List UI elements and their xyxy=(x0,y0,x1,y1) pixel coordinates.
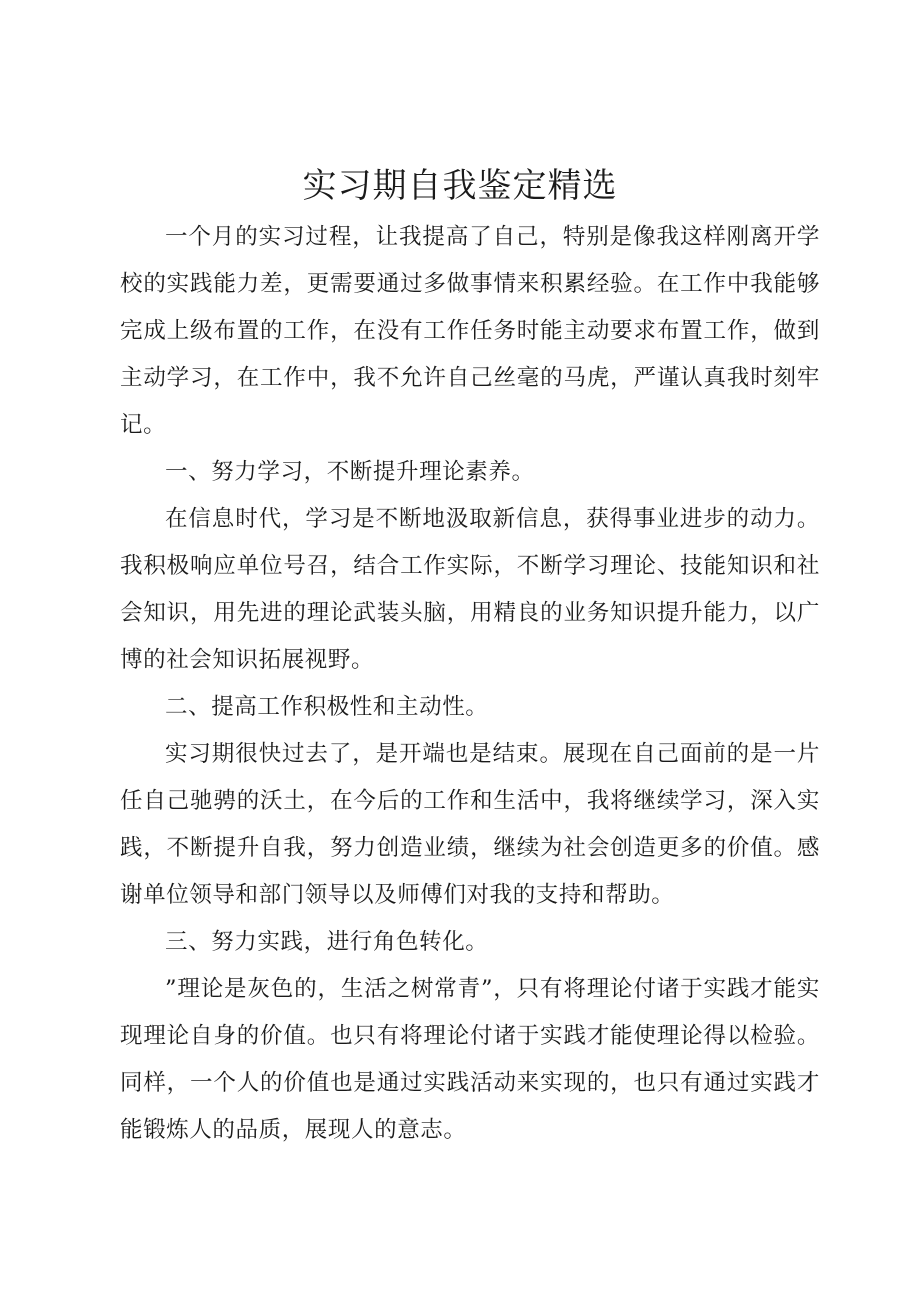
section-1-paragraph: 在信息时代，学习是不断地汲取新信息，获得事业进步的动力。我积极响应单位号召，结合工作实际，不断学习理论、技能知识和社会知识，用先进的理论武装头脑，用精良的业务知识提升能力，以广博的社会知识拓展视野。 xyxy=(120,506,820,673)
section-heading-3: 三、努力实践，进行角色转化。 xyxy=(165,929,489,955)
document-title: 实习期自我鉴定精选 xyxy=(302,166,618,206)
document-body xyxy=(120,214,820,1154)
intro-paragraph: 一个月的实习过程，让我提高了自己，特别是像我这样刚离开学校的实践能力差，更需要通过多做事情来积累经验。在工作中我能够完成上级布置的工作，在没有工作任务时能主动要求布置工作，做到主动学习，在工作中，我不允许自己丝毫的马虎，严谨认真我时刻牢记。 xyxy=(120,224,820,438)
section-3-paragraph: ”理论是灰色的，生活之树常青”，只有将理论付诸于实践才能实现理论自身的价值。也只有将理论付诸于实践才能使理论得以检验。同样，一个人的价值也是通过实践活动来实现的，也只有通过实践才能锻炼人的品质，展现人的意志。 xyxy=(120,976,820,1143)
section-2-paragraph: 实习期很快过去了，是开端也是结束。展现在自己面前的是一片任自己驰骋的沃土，在今后的工作和生活中，我将继续学习，深入实践，不断提升自我，努力创造业绩，继续为社会创造更多的价值。感谢单位领导和部门领导以及师傅们对我的支持和帮助。 xyxy=(120,741,820,908)
section-heading-1: 一、努力学习，不断提升理论素养。 xyxy=(165,459,535,485)
section-heading-2: 二、提高工作积极性和主动性。 xyxy=(165,694,489,720)
